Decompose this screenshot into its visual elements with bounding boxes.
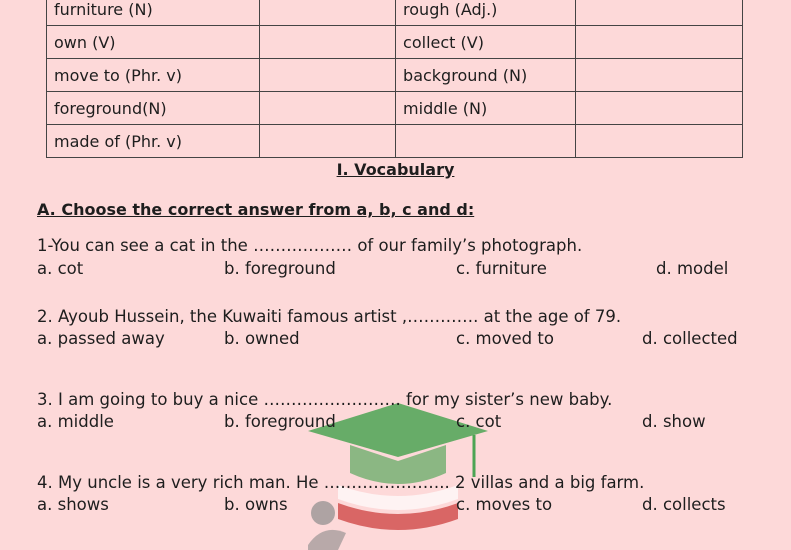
question-2-option-d: d. collected [642,329,738,348]
table-row [47,0,743,26]
word-table [46,0,743,158]
question-4-option-c: c. moves to [456,495,553,514]
question-4-option-a: a. shows [37,495,109,514]
table-row [47,92,743,125]
table-cell [396,125,576,158]
table-cell: foreground(N) [47,92,260,125]
question-1-option-c: c. furniture [456,259,547,278]
question-4-option-b: b. owns [224,495,288,514]
question-1-option-d: d. model [656,259,729,278]
table-cell: background (N) [396,59,576,92]
table-cell [260,59,396,92]
table-cell [260,125,396,158]
question-1-option-a: a. cot [37,259,84,278]
question-4-option-d: d. collects [642,495,726,514]
question-3-option-a: a. middle [37,412,114,431]
table-row [47,26,743,59]
question-2-option-a: a. passed away [37,329,165,348]
table-row [47,125,743,158]
table-cell: made of (Phr. v) [47,125,260,158]
table-cell [575,125,742,158]
table-cell [260,92,396,125]
table-cell [575,59,742,92]
table-row [47,59,743,92]
table-cell [575,92,742,125]
instructions-heading: A. Choose the correct answer from a, b, c and d: [37,200,475,219]
question-3-option-d: d. show [642,412,706,431]
table-cell: rough (Adj.) [396,0,576,26]
figure-head-shape [311,501,335,525]
table-cell: furniture (N) [47,0,260,26]
question-1-text: 1-You can see a cat in the ……………… of our family’s photograph. [37,236,583,255]
question-2-text: 2. Ayoub Hussein, the Kuwaiti famous artist ,…………. at the age of 79. [37,307,622,326]
table-cell: collect (V) [396,26,576,59]
question-2-option-c: c. moved to [456,329,554,348]
table-cell: move to (Phr. v) [47,59,260,92]
question-1-option-b: b. foreground [224,259,336,278]
table-cell [575,0,742,26]
question-3-option-c: c. cot [456,412,502,431]
question-4-text: 4. My uncle is a very rich man. He ………………….. 2 villas and a big farm. [37,473,645,492]
table-cell: middle (N) [396,92,576,125]
figure-body-shape [308,530,346,550]
table-cell: own (V) [47,26,260,59]
question-3-option-b: b. foreground [224,412,336,431]
section-title: I. Vocabulary [336,160,455,179]
question-3-text: 3. I am going to buy a nice ……………………. for my sister’s new baby. [37,390,613,409]
question-2-option-b: b. owned [224,329,300,348]
table-cell [260,26,396,59]
table-cell [575,26,742,59]
table-cell [260,0,396,26]
